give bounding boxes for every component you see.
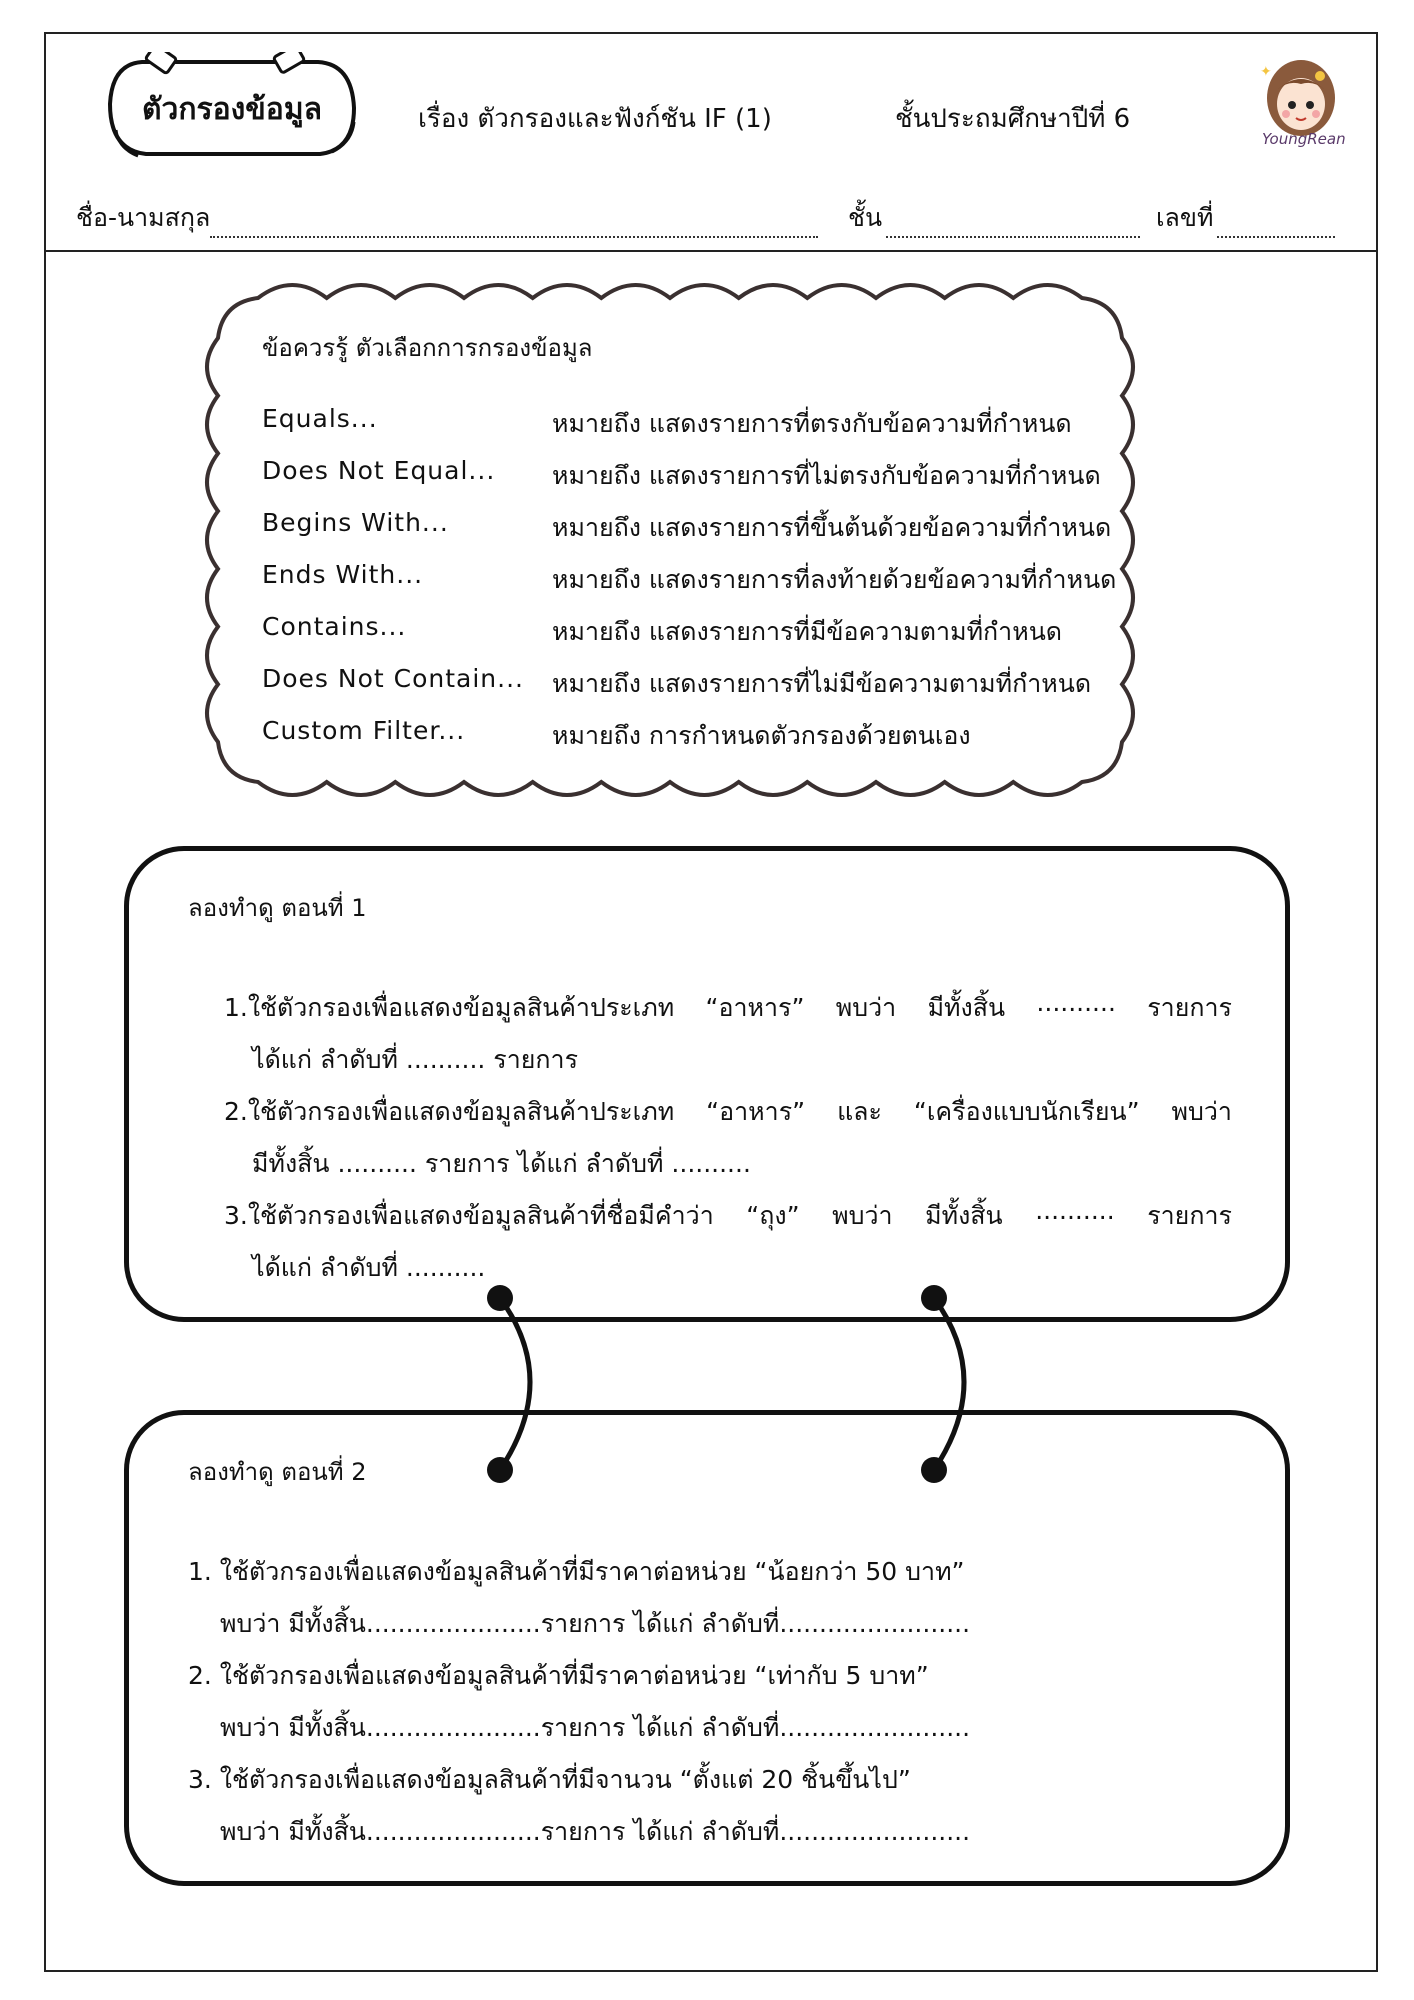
q3-word: 3.ใช้ตัวกรองเพื่อแสดงข้อมูลสินค้าที่ชื่อมีคำว่า xyxy=(224,1201,714,1230)
part2-question2-line1: 2. ใช้ตัวกรองเพื่อแสดงข้อมูลสินค้าที่มีราคาต่อหน่วย “เท่ากับ 5 บาท” xyxy=(188,1661,929,1690)
q2-word: พบว่า xyxy=(1171,1097,1232,1126)
part1-question2-line1 xyxy=(224,1092,1232,1132)
part1-title: ลองทำดู ตอนที่ 1 xyxy=(188,894,367,922)
q1-word: 1.ใช้ตัวกรองเพื่อแสดงข้อมูลสินค้าประเภท xyxy=(224,993,675,1022)
option-term: Does Not Contain... xyxy=(262,664,524,693)
q2-word: และ xyxy=(837,1097,882,1126)
option-term: Does Not Equal... xyxy=(262,456,496,485)
option-desc: หมายถึง แสดงรายการที่ขึ้นต้นด้วยข้อความที่กำหนด xyxy=(552,513,1112,542)
header-divider xyxy=(44,250,1378,252)
option-term: Ends With... xyxy=(262,560,424,589)
option-desc: หมายถึง แสดงรายการที่ตรงกับข้อความที่กำหนด xyxy=(552,409,1072,438)
option-desc: หมายถึง แสดงรายการที่ไม่มีข้อความตามที่กำหนด xyxy=(552,669,1092,698)
option-term: Begins With... xyxy=(262,508,449,537)
number-blank[interactable] xyxy=(1217,214,1335,238)
class-blank[interactable] xyxy=(886,214,1140,238)
q1-blank[interactable]: .......... xyxy=(1036,988,1116,1017)
q1-word: พบว่า xyxy=(835,993,897,1022)
part2-question1-line2[interactable]: พบว่า มีทั้งสิ้น......................รายการ ได้แก่ ลำดับที่........................ xyxy=(220,1609,971,1638)
part2-question3-line2[interactable]: พบว่า มีทั้งสิ้น......................รายการ ได้แก่ ลำดับที่........................ xyxy=(220,1817,971,1846)
part2-title: ลองทำดู ตอนที่ 2 xyxy=(188,1458,367,1486)
badge-title: ตัวกรองข้อมูล xyxy=(142,92,322,127)
grade-label: ชั้นประถมศึกษาปีที่ 6 xyxy=(895,104,1131,134)
q2-word: “เครื่องแบบนักเรียน” xyxy=(913,1097,1140,1126)
name-blank[interactable] xyxy=(210,214,818,238)
option-term: Custom Filter... xyxy=(262,716,466,745)
knowledge-heading: ข้อควรรู้ ตัวเลือกการกรองข้อมูล xyxy=(262,334,593,362)
number-label: เลขที่ xyxy=(1156,203,1214,232)
q2-word: 2.ใช้ตัวกรองเพื่อแสดงข้อมูลสินค้าประเภท xyxy=(224,1097,675,1126)
part2-question2-line2[interactable]: พบว่า มีทั้งสิ้น......................รายการ ได้แก่ ลำดับที่........................ xyxy=(220,1713,971,1742)
option-desc: หมายถึง แสดงรายการที่ไม่ตรงกับข้อความที่กำหนด xyxy=(552,461,1101,490)
option-term: Equals... xyxy=(262,404,378,433)
q1-word: มีทั้งสิ้น xyxy=(927,993,1006,1022)
q3-word: “ถุง” xyxy=(746,1201,800,1230)
option-desc: หมายถึง แสดงรายการที่มีข้อความตามที่กำหนด xyxy=(552,617,1063,646)
class-field[interactable] xyxy=(848,198,1140,238)
class-label: ชั้น xyxy=(848,203,883,232)
part1-question2-line2[interactable]: มีทั้งสิ้น .......... รายการ ได้แก่ ลำดับที่ .......... xyxy=(252,1149,751,1178)
svg-text:✦: ✦ xyxy=(1260,64,1272,80)
name-label: ชื่อ-นามสกุล xyxy=(76,203,211,232)
q3-word: มีทั้งสิ้น xyxy=(925,1201,1003,1230)
part1-question3-line1 xyxy=(224,1196,1232,1236)
part1-question1-line1 xyxy=(224,988,1232,1028)
part1-question1-line2[interactable]: ได้แก่ ลำดับที่ .......... รายการ xyxy=(252,1045,579,1074)
part1-question3-line2[interactable]: ได้แก่ ลำดับที่ .......... xyxy=(252,1253,486,1282)
q2-word: “อาหาร” xyxy=(706,1097,806,1126)
part2-question3-line1: 3. ใช้ตัวกรองเพื่อแสดงข้อมูลสินค้าที่มีจานวน “ตั้งแต่ 20 ชิ้นขึ้นไป” xyxy=(188,1765,911,1794)
option-desc: หมายถึง แสดงรายการที่ลงท้ายด้วยข้อความที่กำหนด xyxy=(552,565,1117,594)
part2-question1-line1: 1. ใช้ตัวกรองเพื่อแสดงข้อมูลสินค้าที่มีราคาต่อหน่วย “น้อยกว่า 50 บาท” xyxy=(188,1557,965,1586)
name-field[interactable] xyxy=(76,198,818,238)
mascot-caption: YoungRean xyxy=(1262,130,1346,148)
q3-blank[interactable]: .......... xyxy=(1035,1196,1115,1225)
number-field[interactable] xyxy=(1156,198,1335,238)
q3-word: พบว่า xyxy=(832,1201,893,1230)
q1-word: รายการ xyxy=(1147,993,1232,1022)
q3-word: รายการ xyxy=(1147,1201,1232,1230)
option-term: Contains... xyxy=(262,612,407,641)
option-desc: หมายถึง การกำหนดตัวกรองด้วยตนเอง xyxy=(552,721,971,750)
title-badge xyxy=(102,52,362,162)
lesson-title: เรื่อง ตัวกรองและฟังก์ชัน IF (1) xyxy=(418,104,772,134)
q1-word: “อาหาร” xyxy=(705,993,805,1022)
